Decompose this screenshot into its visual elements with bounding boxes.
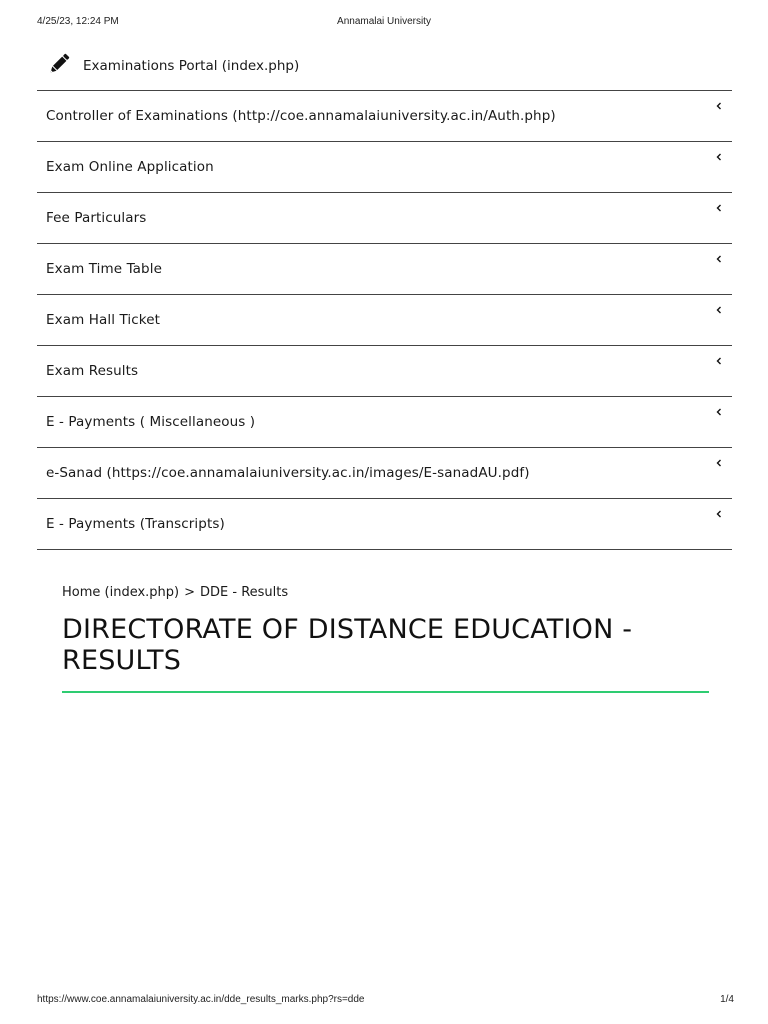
chevron-left-icon[interactable] (714, 203, 724, 213)
pencil-icon (46, 51, 72, 77)
chevron-left-icon[interactable] (714, 509, 724, 519)
title-underline (62, 691, 709, 693)
menu-item-label: e-Sanad (https://coe.annamalaiuniversity.ac.in/images/E-sanadAU.pdf) (46, 465, 530, 481)
chevron-left-icon[interactable] (714, 407, 724, 417)
menu-item-exam-results[interactable] (37, 346, 732, 397)
menu-item-exam-online-application[interactable] (37, 142, 732, 193)
print-header (0, 16, 768, 30)
menu-item-e-payments-miscellaneous[interactable] (37, 397, 732, 448)
print-title: Annamalai University (337, 16, 431, 27)
menu-item-exam-time-table[interactable] (37, 244, 732, 295)
brand[interactable] (46, 48, 299, 80)
chevron-left-icon[interactable] (714, 254, 724, 264)
breadcrumb (62, 585, 288, 600)
menu-item-label: Exam Hall Ticket (46, 312, 160, 328)
chevron-left-icon[interactable] (714, 101, 724, 111)
page-title: DIRECTORATE OF DISTANCE EDUCATION - RESULTS (62, 614, 633, 676)
breadcrumb-current: DDE - Results (200, 585, 289, 600)
menu-item-label: E - Payments ( Miscellaneous ) (46, 414, 256, 430)
menu-item-controller-of-examinations[interactable] (37, 91, 732, 142)
menu-item-e-sanad[interactable] (37, 448, 732, 499)
menu-item-fee-particulars[interactable] (37, 193, 732, 244)
print-footer (0, 994, 768, 1008)
main-menu (37, 90, 732, 550)
examinations-portal-link[interactable]: Examinations Portal (index.php) (83, 57, 300, 74)
menu-item-label: E - Payments (Transcripts) (46, 516, 225, 532)
menu-item-label: Exam Online Application (46, 159, 214, 175)
menu-item-exam-hall-ticket[interactable] (37, 295, 732, 346)
menu-item-label: Fee Particulars (46, 210, 147, 226)
menu-item-label: Exam Results (46, 363, 139, 379)
menu-item-e-payments-transcripts[interactable] (37, 499, 732, 550)
chevron-left-icon[interactable] (714, 152, 724, 162)
breadcrumb-home-link[interactable]: Home (index.php) (62, 585, 180, 600)
chevron-left-icon[interactable] (714, 356, 724, 366)
breadcrumb-separator: > (184, 585, 196, 600)
chevron-left-icon[interactable] (714, 305, 724, 315)
menu-item-label: Controller of Examinations (http://coe.annamalaiuniversity.ac.in/Auth.php) (46, 108, 556, 124)
print-page-number: 1/4 (720, 994, 734, 1005)
chevron-left-icon[interactable] (714, 458, 724, 468)
print-datetime: 4/25/23, 12:24 PM (37, 16, 119, 27)
menu-item-label: Exam Time Table (46, 261, 162, 277)
print-url: https://www.coe.annamalaiuniversity.ac.in/dde_results_marks.php?rs=dde (37, 994, 365, 1005)
